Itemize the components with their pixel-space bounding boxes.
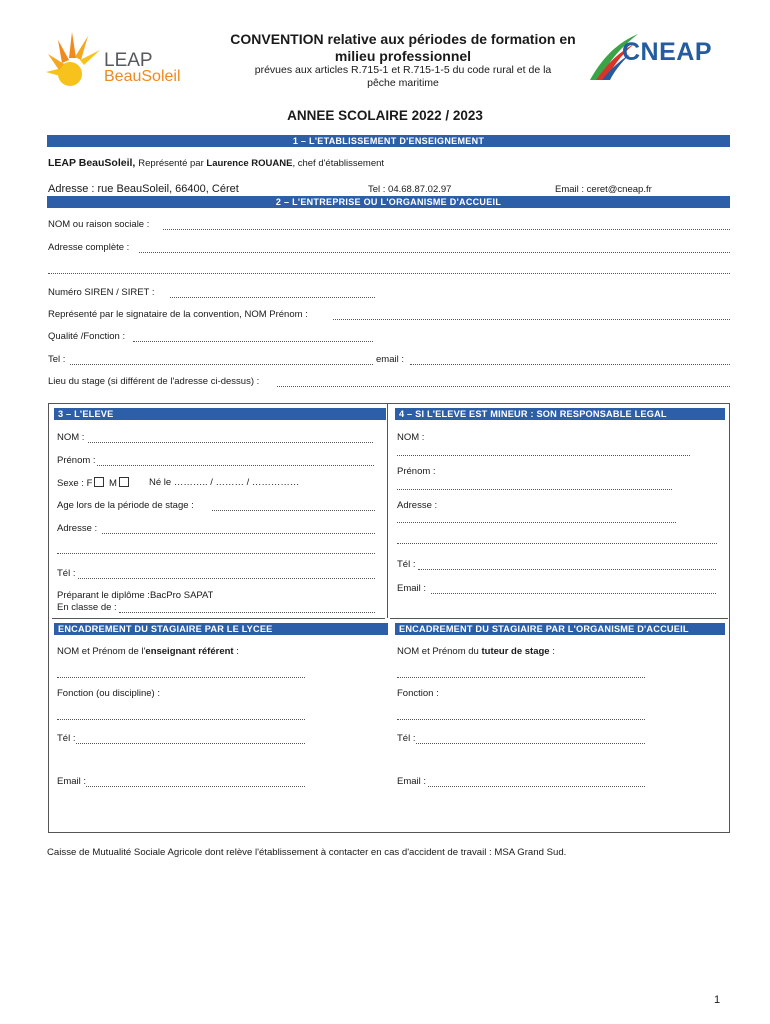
encadrement-divider-right [390, 618, 728, 619]
guardian-name-label: NOM : [397, 432, 425, 443]
tutor-function-label: Fonction : [397, 688, 439, 699]
tutor-email-label: Email : [397, 776, 427, 787]
cneap-logo [586, 32, 748, 82]
student-firstname-label: Prénom : [57, 455, 96, 466]
student-sex-row [57, 477, 131, 489]
tutor-email-field[interactable] [428, 786, 645, 787]
teacher-email-label: Email : [57, 776, 87, 787]
school-supervision-heading: ENCADREMENT DU STAGIAIRE PAR LE LYCEE [54, 623, 388, 635]
tutor-function-field[interactable] [397, 719, 645, 720]
student-address-label: Adresse : [57, 523, 98, 534]
tutor-bold: tuteur de stage [481, 646, 550, 657]
school-tel: Tel : 04.68.87.02.97 [368, 184, 452, 195]
teacher-tel-field[interactable] [76, 743, 305, 744]
leap-logo-line2: BeauSoleil [104, 68, 181, 85]
company-tel-label: Tel : [48, 354, 66, 365]
signatory-field[interactable] [333, 319, 730, 320]
tutor-tel-field[interactable] [416, 743, 645, 744]
tutor-tel-label: Tél : [397, 733, 416, 744]
student-tel-field[interactable] [78, 578, 375, 579]
sex-label: Sexe : F [57, 478, 93, 489]
guardian-email-field[interactable] [431, 593, 716, 594]
sex-male-label: M [109, 478, 117, 489]
guardian-tel-label: Tél : [397, 559, 416, 570]
referent-teacher-label [57, 646, 239, 657]
sun-icon [42, 28, 102, 86]
company-supervision-heading: ENCADREMENT DU STAGIAIRE PAR L'ORGANISME D'ACCUEIL [395, 623, 725, 635]
student-name-field[interactable] [88, 442, 373, 443]
student-age-label: Age lors de la période de stage : [57, 500, 194, 511]
company-address-field-2[interactable] [48, 273, 730, 274]
student-address-field[interactable] [102, 533, 375, 534]
student-name-label: NOM : [57, 432, 85, 443]
student-firstname-field[interactable] [97, 465, 374, 466]
tutor-suffix: : [549, 646, 555, 657]
function-field[interactable] [133, 341, 373, 342]
leap-beausoleil-logo [42, 28, 212, 88]
internship-location-label: Lieu du stage (si différent de l'adresse ci-dessus) : [48, 376, 260, 387]
student-tel-label: Tél : [57, 568, 76, 579]
guardian-firstname-field[interactable] [397, 489, 672, 490]
encadrement-divider-left [52, 618, 385, 619]
section1-heading: 1 – L'ETABLISSEMENT D'ENSEIGNEMENT [47, 135, 730, 147]
referent-teacher-field[interactable] [57, 677, 305, 678]
title-line-2: milieu professionnel [334, 48, 472, 64]
teacher-discipline-label: Fonction (ou discipline) : [57, 688, 160, 699]
company-email-field[interactable] [410, 364, 730, 365]
student-address-field-2[interactable] [57, 553, 375, 554]
birth-date-field[interactable]: Né le ……….. / ……… / …………… [149, 477, 300, 488]
document-subtitle [218, 64, 588, 90]
teacher-email-field[interactable] [86, 786, 305, 787]
school-year: ANNEE SCOLAIRE 2022 / 2023 [287, 108, 483, 123]
company-tel-field[interactable] [70, 364, 373, 365]
guardian-tel-field[interactable] [418, 569, 716, 570]
cneap-logo-text: CNEAP [622, 38, 713, 66]
student-diploma: Préparant le diplôme :BacPro SAPAT [57, 590, 214, 601]
referent-suffix: : [233, 646, 239, 657]
guardian-firstname-label: Prénom : [397, 466, 436, 477]
company-address-field[interactable] [139, 252, 730, 253]
sex-male-checkbox[interactable] [119, 477, 129, 487]
guardian-address-label: Adresse : [397, 500, 438, 511]
page-number: 1 [714, 994, 721, 1006]
student-class-label: En classe de : [57, 602, 117, 613]
represented-suffix: , chef d'établissement [292, 158, 385, 169]
school-name: LEAP BeauSoleil, [48, 157, 136, 169]
company-name-field[interactable] [163, 229, 730, 230]
referent-bold: enseignant référent [145, 646, 234, 657]
represented-prefix: Représenté par [138, 158, 207, 169]
leap-logo-line1: LEAP [104, 50, 153, 71]
sex-female-checkbox[interactable] [94, 477, 104, 487]
guardian-email-label: Email : [397, 583, 427, 594]
title-line-1: CONVENTION relative aux périodes de formation en [230, 31, 576, 47]
school-address: Adresse : rue BeauSoleil, 66400, Céret [48, 183, 239, 195]
tutor-label [397, 646, 555, 657]
school-email: Email : ceret@cneap.fr [555, 184, 652, 195]
internship-location-field[interactable] [277, 386, 730, 387]
msa-note: Caisse de Mutualité Sociale Agricole dont relève l'établissement à contacter en cas d'accident de travail : MSA Grand Sud. [47, 847, 567, 858]
school-line [48, 157, 384, 169]
document-title [218, 31, 588, 65]
section4-heading: 4 – SI L'ELEVE EST MINEUR : SON RESPONSABLE LEGAL [395, 408, 725, 420]
teacher-discipline-field[interactable] [57, 719, 305, 720]
guardian-address-field[interactable] [397, 522, 676, 523]
student-class-field[interactable] [119, 612, 375, 613]
company-email-label: email : [376, 354, 404, 365]
guardian-name-field[interactable] [397, 455, 690, 456]
principal-name: Laurence ROUANE [206, 158, 293, 169]
subtitle-line-1: prévues aux articles R.715-1 et R.715-1-5 du code rural et de la [254, 64, 552, 76]
student-age-field[interactable] [212, 510, 375, 511]
section2-heading: 2 – L'ENTREPRISE OU L'ORGANISME D'ACCUEIL [47, 196, 730, 208]
company-name-label: NOM ou raison sociale : [48, 219, 150, 230]
tutor-prefix: NOM et Prénom du [397, 646, 482, 657]
referent-prefix: NOM et Prénom de l' [57, 646, 146, 657]
function-label: Qualité /Fonction : [48, 331, 126, 342]
tutor-field[interactable] [397, 677, 645, 678]
company-address-label: Adresse complète : [48, 242, 130, 253]
signatory-label: Représenté par le signataire de la convention, NOM Prénom : [48, 309, 308, 320]
siren-field[interactable] [170, 297, 375, 298]
guardian-address-field-2[interactable] [397, 543, 717, 544]
siren-label: Numéro SIREN / SIRET : [48, 287, 155, 298]
teacher-tel-label: Tél : [57, 733, 76, 744]
section3-heading: 3 – L'ELEVE [54, 408, 386, 420]
column-divider [387, 403, 388, 618]
subtitle-line-2: pêche maritime [367, 77, 439, 89]
